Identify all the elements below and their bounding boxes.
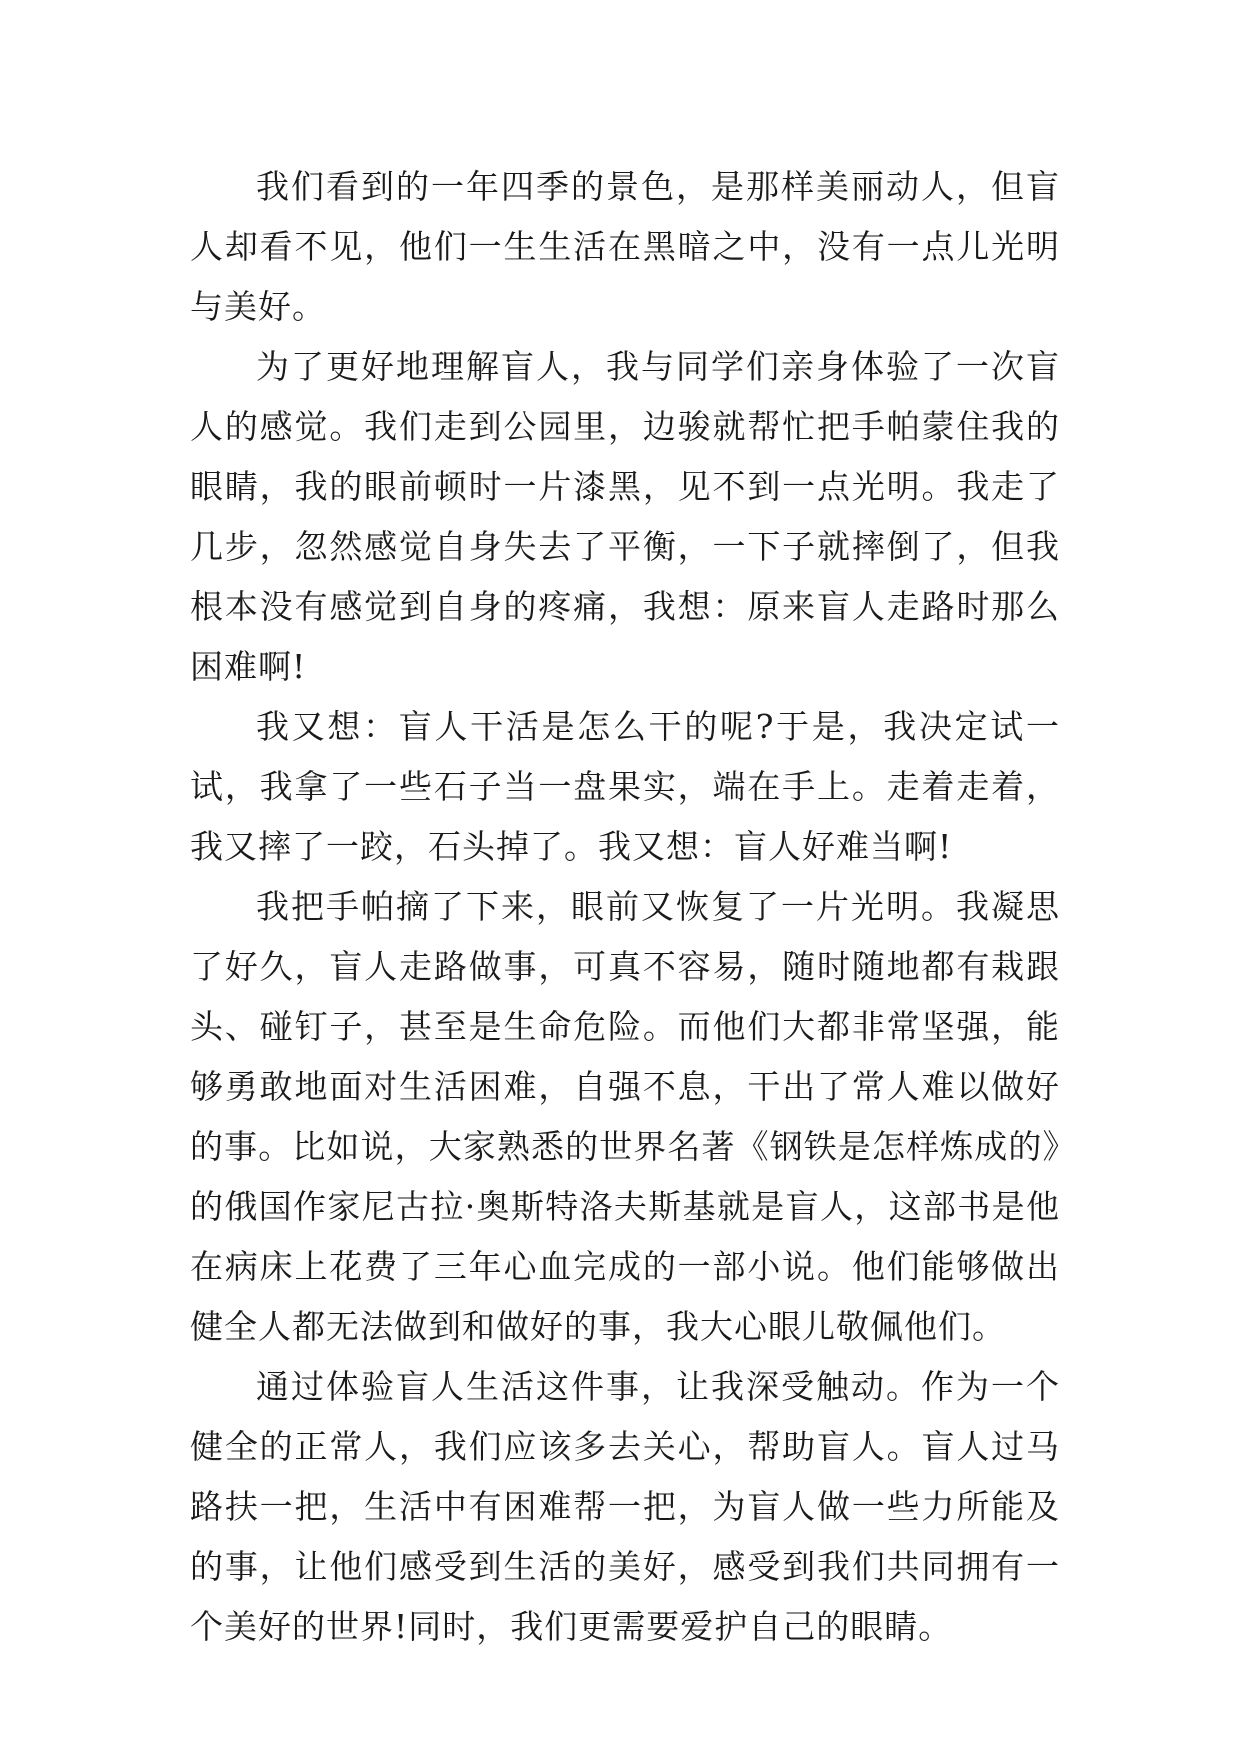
paragraph-4: 我把手帕摘了下来，眼前又恢复了一片光明。我凝思了好久，盲人走路做事，可真不容易，随时随地都有栽跟头、碰钉子，甚至是生命危险。而他们大都非常坚强，能够勇敢地面对生活困难，自强不息，干出了常人难以做好的事。比如说，大家熟悉的世界名著《钢铁是怎样炼成的》的俄国作家尼古拉·奥斯特洛夫斯基就是盲人，这部书是他在病床上花费了三年心血完成的一部小说。他们能够做出健全人都无法做到和做好的事，我大心眼儿敬佩他们。	[190, 887, 1060, 1346]
paragraph-1: 我们看到的一年四季的景色，是那样美丽动人，但盲人却看不见，他们一生生活在黑暗之中，没有一点儿光明与美好。	[190, 167, 1060, 326]
document-body	[190, 157, 1060, 1657]
paragraph-5: 通过体验盲人生活这件事，让我深受触动。作为一个健全的正常人，我们应该多去关心，帮助盲人。盲人过马路扶一把，生活中有困难帮一把，为盲人做一些力所能及的事，让他们感受到生活的美好，感受到我们共同拥有一个美好的世界!同时，我们更需要爱护自己的眼睛。	[190, 1367, 1060, 1646]
paragraph-2: 为了更好地理解盲人，我与同学们亲身体验了一次盲人的感觉。我们走到公园里，边骏就帮忙把手帕蒙住我的眼睛，我的眼前顿时一片漆黑，见不到一点光明。我走了几步，忽然感觉自身失去了平衡，一下子就摔倒了，但我根本没有感觉到自身的疼痛，我想：原来盲人走路时那么困难啊!	[190, 347, 1060, 686]
paragraph-3: 我又想：盲人干活是怎么干的呢?于是，我决定试一试，我拿了一些石子当一盘果实，端在手上。走着走着，我又摔了一跤，石头掉了。我又想：盲人好难当啊!	[190, 707, 1060, 866]
